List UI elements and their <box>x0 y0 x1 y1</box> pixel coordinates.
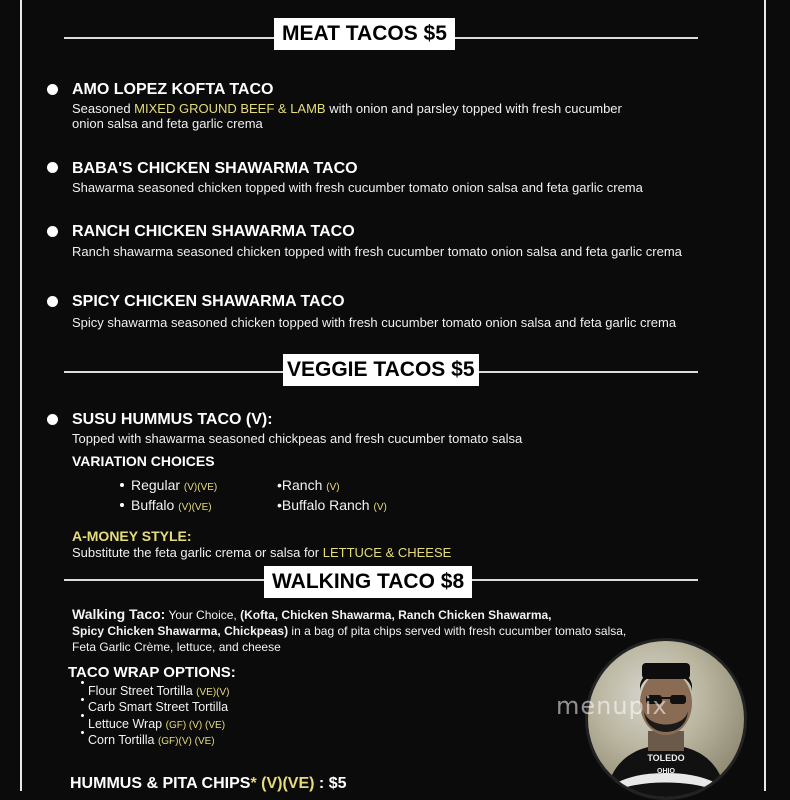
menupix-watermark: menupix <box>556 692 668 720</box>
left-border-line <box>20 0 22 791</box>
kofta-taco-description: Seasoned MIXED GROUND BEEF & LAMB with onion and parsley topped with fresh cucumber onion salsa and feta garlic crema <box>72 101 622 131</box>
variation-choices-heading: VARIATION CHOICES <box>72 453 215 469</box>
spicy-chicken-title: SPICY CHICKEN SHAWARMA TACO <box>72 293 345 310</box>
hummus-pita-chips-title: HUMMUS & PITA CHIPS* (V)(VE) : $5 <box>70 775 347 792</box>
variation-buffalo: Buffalo (V)(VE) <box>131 497 212 513</box>
wrap-lettuce-wrap: Lettuce Wrap (GF) (V) (VE) <box>88 717 226 731</box>
babas-chicken-title: BABA'S CHICKEN SHAWARMA TACO <box>72 160 358 177</box>
bullet-icon <box>120 483 124 487</box>
bullet-icon <box>81 681 84 684</box>
logo-ohio-text: OHIO <box>657 768 675 775</box>
bullet-icon <box>81 698 84 701</box>
walking-taco-banner: WALKING TACO $8 <box>264 566 472 598</box>
ranch-chicken-description: Ranch shawarma seasoned chicken topped with fresh cucumber tomato onion salsa and feta garlic crema <box>72 244 682 259</box>
bullet-icon <box>47 162 58 173</box>
bullet-icon <box>47 84 58 95</box>
spicy-chicken-description: Spicy shawarma seasoned chicken topped with fresh cucumber tomato onion salsa and feta garlic crema <box>72 315 677 330</box>
kofta-taco-title: AMO LOPEZ KOFTA TACO <box>72 81 274 98</box>
logo-toledo-text: TOLEDO <box>647 753 685 763</box>
amoney-style-heading: A-MONEY STYLE: <box>72 528 192 544</box>
bullet-icon <box>120 503 124 507</box>
variation-buffalo-ranch: •Buffalo Ranch (V) <box>277 497 387 513</box>
susu-hummus-description: Topped with shawarma seasoned chickpeas and fresh cucumber tomato salsa <box>72 431 523 446</box>
wrap-carb-smart-tortilla: Carb Smart Street Tortilla <box>88 700 229 714</box>
bullet-icon <box>47 226 58 237</box>
amoney-style-description: Substitute the feta garlic crema or salsa for LETTUCE & CHEESE <box>72 545 452 560</box>
walking-taco-description-line1: Walking Taco: Your Choice, (Kofta, Chicken Shawarma, Ranch Chicken Shawarma, <box>72 606 552 622</box>
wrap-corn-tortilla: Corn Tortilla (GF)(V) (VE) <box>88 733 215 747</box>
wrap-flour-street-tortilla: Flour Street Tortilla (VE)(V) <box>88 684 230 698</box>
taco-wrap-options-heading: TACO WRAP OPTIONS: <box>68 664 236 681</box>
bullet-icon <box>81 731 84 734</box>
right-border-line <box>764 0 766 791</box>
variation-regular: Regular (V)(VE) <box>131 477 218 493</box>
bullet-icon <box>81 714 84 717</box>
bullet-icon <box>47 296 58 307</box>
walking-taco-description-line3: Feta Garlic Crème, lettuce, and cheese <box>72 640 281 654</box>
meat-tacos-banner: MEAT TACOS $5 <box>274 18 455 50</box>
bullet-icon <box>47 414 58 425</box>
ranch-chicken-title: RANCH CHICKEN SHAWARMA TACO <box>72 223 355 240</box>
walking-taco-description-line2: Spicy Chicken Shawarma, Chickpeas) in a bag of pita chips served with fresh cucumber tomato salsa, <box>72 624 627 638</box>
variation-ranch: •Ranch (V) <box>277 477 340 493</box>
veggie-tacos-banner: VEGGIE TACOS $5 <box>283 354 479 386</box>
babas-chicken-description: Shawarma seasoned chicken topped with fresh cucumber tomato onion salsa and feta garlic crema <box>72 180 643 195</box>
susu-hummus-title: SUSU HUMMUS TACO (V): <box>72 411 273 428</box>
